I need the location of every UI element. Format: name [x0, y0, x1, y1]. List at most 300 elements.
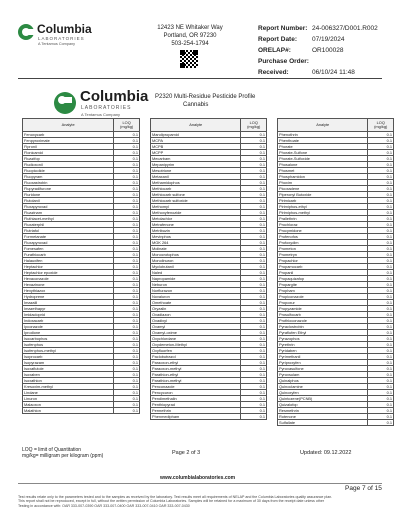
loq-value: 0.1 [368, 408, 394, 414]
loq-value: 0.1 [368, 156, 394, 162]
analyte-name: Methiocarb sulfone [151, 192, 241, 198]
loq-value: 0.1 [241, 294, 267, 300]
analyte-name: Hexazinone [23, 282, 114, 288]
analyte-name: Metribuzin [151, 228, 241, 234]
report-number-label: Report Number: [258, 25, 308, 32]
analyte-name: Hexaconazole [23, 276, 114, 282]
analyte-name: Fluopyram [23, 174, 114, 180]
loq-value: 0.1 [114, 312, 140, 318]
analyte-name: Isofenphos [23, 342, 114, 348]
analyte-name: Metaxanil [151, 174, 241, 180]
loq-header: LOQ (mg/kg) [368, 119, 394, 132]
loq-header: LOQ (mg/kg) [241, 119, 267, 132]
loq-value: 0.1 [368, 390, 394, 396]
analyte-name: Phenthoate [278, 138, 368, 144]
loq-value: 0.1 [368, 366, 394, 372]
analyte-name: Heptachlor [23, 264, 114, 270]
analyte-name: Penconazole [151, 384, 241, 390]
analyte-name: Propoxur [278, 300, 368, 306]
loq-value: 0.1 [241, 216, 267, 222]
loq-value: 0.1 [241, 252, 267, 258]
loq-header: LOQ (mg/kg) [114, 119, 140, 132]
analyte-name: Phenothrin [278, 132, 368, 138]
report-date-label: Report Date: [258, 36, 298, 43]
loq-value: 0.1 [368, 240, 394, 246]
analyte-name: Halauxifen [23, 258, 114, 264]
analyte-name: Malaoxon [23, 402, 114, 408]
analyte-name: Oxadixyl [151, 318, 241, 324]
loq-value: 0.1 [368, 360, 394, 366]
analyte-name: Prometryn [278, 252, 368, 258]
loq-value: 0.1 [368, 144, 394, 150]
footer-divider [18, 483, 382, 484]
loq-value: 0.1 [241, 312, 267, 318]
analyte-name: Isoxaben [23, 372, 114, 378]
loq-value: 0.1 [114, 270, 140, 276]
profile-subtitle: Cannabis [183, 102, 209, 108]
loq-value: 0.1 [368, 264, 394, 270]
analyte-name: Paraoxon-ethyl [151, 360, 241, 366]
analyte-name: Quintozene(PCNB) [278, 396, 368, 402]
analyte-name: Mecarbam [151, 156, 241, 162]
analyte-name: Lindane [23, 390, 114, 396]
loq-value: 0.1 [114, 210, 140, 216]
analyte-name: Isoxathion [23, 378, 114, 384]
analyte-name: Fludioxonil [23, 162, 114, 168]
loq-value: 0.1 [241, 240, 267, 246]
columbia-logo-icon [54, 92, 76, 114]
analyte-name: Prothioconazole [278, 318, 368, 324]
loq-value: 0.1 [114, 240, 140, 246]
analyte-name: Oxamyl-oxime [151, 330, 241, 336]
analyte-name: Phorate [278, 144, 368, 150]
loq-value: 0.1 [368, 252, 394, 258]
loq-value: 0.1 [368, 162, 394, 168]
analyte-name: Pyraflufen Ethyl [278, 330, 368, 336]
loq-value: 0.1 [114, 162, 140, 168]
loq-value: 0.1 [114, 252, 140, 258]
fine-print-line: This report shall not be reproduced, except in full, without the written permission of Columbia Laboratories. Samples will be retained for a maximum of 30 days from the receipt date unless other [18, 499, 325, 504]
table-row [151, 414, 267, 420]
table-row [23, 408, 140, 414]
analyte-name: Oxydemeton-Methyl [151, 342, 241, 348]
loq-value: 0.1 [114, 390, 140, 396]
analyte-name: Isoxaflutole [23, 366, 114, 372]
loq-value: 0.1 [114, 276, 140, 282]
section-brand-subtitle: LABORATORIES [81, 105, 132, 111]
analyte-name: Phorate-Sulfoxide [278, 156, 368, 162]
loq-value: 0.1 [368, 180, 394, 186]
loq-value: 0.1 [368, 294, 394, 300]
loq-value: 0.1 [241, 192, 267, 198]
analyte-name: Pencycuron [151, 390, 241, 396]
analyte-name: Pyrazophos [278, 336, 368, 342]
loq-value: 0.1 [241, 162, 267, 168]
analyte-header: Analyte [23, 119, 114, 132]
loq-value: 0.1 [114, 348, 140, 354]
header-divider [18, 78, 382, 79]
loq-value: 0.1 [114, 228, 140, 234]
orelap-row [258, 45, 398, 56]
orelap-label: ORELAP#: [258, 47, 291, 54]
analyte-name: Propiconazole [278, 294, 368, 300]
analyte-name: Fomesafen [23, 246, 114, 252]
loq-value: 0.1 [114, 330, 140, 336]
loq-value: 0.1 [241, 228, 267, 234]
loq-value: 0.1 [241, 414, 267, 420]
lab-address [150, 24, 230, 48]
loq-value: 0.1 [241, 222, 267, 228]
purchase-order-label: Purchase Order: [258, 58, 309, 65]
loq-value: 0.1 [368, 300, 394, 306]
loq-value: 0.1 [368, 270, 394, 276]
purchase-order-row [258, 56, 398, 67]
analyte-name: Hexythiazox [23, 288, 114, 294]
loq-value: 0.1 [114, 138, 140, 144]
analyte-name: Fipronil [23, 144, 114, 150]
analyte-name: Mesotrione [151, 168, 241, 174]
loq-value: 0.1 [241, 198, 267, 204]
loq-value: 0.1 [241, 246, 267, 252]
analyte-name: Iprodione [23, 330, 114, 336]
website-link[interactable]: www.columbialaboratories.com [160, 475, 236, 481]
loq-value: 0.1 [241, 360, 267, 366]
loq-value: 0.1 [114, 246, 140, 252]
analyte-name: Paclobutrazol [151, 354, 241, 360]
loq-value: 0.1 [241, 354, 267, 360]
table-header-row [23, 119, 140, 132]
analyte-name: Novaluron [151, 294, 241, 300]
analyte-name: Fluxapyroxad [23, 240, 114, 246]
loq-value: 0.1 [368, 330, 394, 336]
section-brand-tagline: A Tentamus Company [81, 112, 121, 117]
report-number-value: 24-006327/D001.R002 [312, 25, 378, 32]
analyte-name: Pyrethrin [278, 342, 368, 348]
analyte-name: Napropamide [151, 276, 241, 282]
loq-value: 0.1 [114, 372, 140, 378]
analyte-name: Propyzamide [278, 306, 368, 312]
loq-value: 0.1 [368, 402, 394, 408]
loq-value: 0.1 [241, 270, 267, 276]
loq-value: 0.1 [368, 246, 394, 252]
analyte-name: Neburon [151, 282, 241, 288]
analyte-name: Prometon [278, 246, 368, 252]
loq-value: 0.1 [368, 336, 394, 342]
loq-value: 0.1 [368, 186, 394, 192]
report-date-row [258, 34, 398, 45]
analyte-name: Pyrimethanil [278, 354, 368, 360]
analyte-name: Fluazifop [23, 156, 114, 162]
analyte-name: Isopyrazam [23, 360, 114, 366]
received-value: 06/10/24 11:48 [312, 69, 355, 76]
analyte-name: Methamidophos [151, 180, 241, 186]
loq-value: 0.1 [368, 204, 394, 210]
loq-value: 0.1 [114, 186, 140, 192]
updated-date: Updated: 09.12.2022 [300, 450, 352, 456]
loq-value: 0.1 [368, 372, 394, 378]
analyte-name: Phosalone [278, 162, 368, 168]
analyte-name: Flupyradifurone [23, 186, 114, 192]
analyte-name: Fenoxycarb [23, 132, 114, 138]
analyte-name: Fluazinam [23, 210, 114, 216]
loq-value: 0.1 [114, 132, 140, 138]
loq-value: 0.1 [368, 306, 394, 312]
analyte-name: Monolinuron [151, 258, 241, 264]
loq-value: 0.1 [241, 282, 267, 288]
analyte-name: Malathion [23, 408, 114, 414]
loq-value: 0.1 [241, 348, 267, 354]
analyte-name: Procymidone [278, 228, 368, 234]
analyte-name: Propanil [278, 270, 368, 276]
loq-value: 0.1 [241, 288, 267, 294]
analyte-name: Quinalphos [278, 378, 368, 384]
analyte-name: Isofenphos-methyl [23, 348, 114, 354]
fine-print-line: Testing in accordance with: OAR 333-007-0390 OAR 333-007-0400 OAR 333-007-0410 OAR 333-007-0430 [18, 503, 190, 508]
loq-value: 0.1 [114, 384, 140, 390]
loq-value: 0.1 [241, 132, 267, 138]
analyte-name: Propaquizafop [278, 276, 368, 282]
loq-value: 0.1 [241, 138, 267, 144]
analyte-name: Hydroprene [23, 294, 114, 300]
analyte-name: MCPB [151, 144, 241, 150]
address-line: 503-254-1794 [171, 41, 209, 47]
fine-print [18, 495, 338, 508]
analyte-name: Profoxydim [278, 240, 368, 246]
loq-value: 0.1 [114, 360, 140, 366]
loq-value: 0.1 [241, 168, 267, 174]
loq-value: 0.1 [368, 138, 394, 144]
report-number-row [258, 23, 398, 34]
analyte-name: Phosmet [278, 168, 368, 174]
analyte-name: Methiocarb [151, 186, 241, 192]
loq-value: 0.1 [368, 282, 394, 288]
analyte-name: Isoprocarb [23, 354, 114, 360]
analyte-name: Methomyl [151, 204, 241, 210]
analyte-name: MCPP [151, 150, 241, 156]
loq-value: 0.1 [241, 342, 267, 348]
loq-value: 0.1 [241, 204, 267, 210]
loq-value: 0.1 [241, 366, 267, 372]
received-row [258, 67, 398, 78]
loq-value: 0.1 [114, 264, 140, 270]
analyte-name: Pirimicarb [278, 198, 368, 204]
columbia-logo-icon [18, 24, 34, 40]
analyte-name: Heptachlor epoxide [23, 270, 114, 276]
analyte-name: Parathion-ethyl [151, 372, 241, 378]
loq-value: 0.1 [241, 300, 267, 306]
analyte-name: Furathiocarb [23, 252, 114, 258]
analyte-name: Imazalil [23, 300, 114, 306]
analyte-name: Indoxacarb [23, 318, 114, 324]
analyte-name: Ipconazole [23, 324, 114, 330]
analyte-name: Isocarbophos [23, 336, 114, 342]
analyte-name: Phoxim [278, 180, 368, 186]
analyte-name: Propargite [278, 282, 368, 288]
loq-value: 0.1 [241, 390, 267, 396]
analyte-name: Paraoxon-methyl [151, 366, 241, 372]
loq-value: 0.1 [368, 150, 394, 156]
analyte-name: Metolachlor [151, 216, 241, 222]
loq-value: 0.1 [114, 180, 140, 186]
loq-value: 0.1 [241, 408, 267, 414]
address-line: Portland, OR 97230 [163, 33, 217, 39]
loq-value: 0.1 [368, 258, 394, 264]
analyte-name: Oxyfluorfen [151, 348, 241, 354]
received-label: Received: [258, 69, 289, 76]
analyte-name: Oxamyl [151, 324, 241, 330]
loq-value: 0.1 [368, 420, 394, 426]
analyte-name: Monocrotophos [151, 252, 241, 258]
report-info [258, 23, 398, 78]
analyte-name: Oxychlordane [151, 336, 241, 342]
analyte-table-3 [277, 118, 394, 426]
analyte-name: Quinoxyfen [278, 390, 368, 396]
analyte-name: Norflurazon [151, 288, 241, 294]
page-total: Page 7 of 15 [345, 485, 382, 492]
analyte-name: Sulfallate [278, 420, 368, 426]
analyte-name: Molinate [151, 246, 241, 252]
profile-title: P2320 Multi-Residue Pesticide Profile [155, 94, 256, 100]
analyte-name: Formetanate [23, 234, 114, 240]
loq-value: 0.1 [241, 324, 267, 330]
loq-value: 0.1 [241, 336, 267, 342]
analyte-table-1 [22, 118, 140, 414]
loq-value: 0.1 [114, 216, 140, 222]
table-header-row [278, 119, 394, 132]
analyte-name: Imazethapyr [23, 306, 114, 312]
analyte-name: Methiocarb sulfoxide [151, 198, 241, 204]
loq-value: 0.1 [368, 192, 394, 198]
analyte-name: Resmethrin [278, 408, 368, 414]
analyte-table-2 [150, 118, 267, 420]
report-date-value: 07/19/2024 [312, 36, 345, 43]
loq-value: 0.1 [241, 150, 267, 156]
fine-print-line: Test results relate only to the parameters tested and to the samples as received by the laboratory. Test results meet all requirements of NELAP and the Columbia Laboratories quality assurance plan. [18, 495, 333, 499]
loq-value: 0.1 [114, 378, 140, 384]
analyte-name: Propham [278, 288, 368, 294]
analyte-name: Quizalofop [278, 402, 368, 408]
loq-value: 0.1 [368, 312, 394, 318]
loq-value: 0.1 [241, 396, 267, 402]
analyte-name: Profenofos [278, 234, 368, 240]
analyte-name: Fluthiacet-methyl [23, 216, 114, 222]
analyte-name: Oryzalin [151, 306, 241, 312]
loq-value: 0.1 [368, 174, 394, 180]
loq-value: 0.1 [114, 366, 140, 372]
analyte-name: Piperonyl Butoxide [278, 192, 368, 198]
analyte-name: Pirimiphos-methyl [278, 210, 368, 216]
loq-value: 0.1 [241, 318, 267, 324]
analyte-name: Pyraclostrobin [278, 324, 368, 330]
loq-value: 0.1 [114, 408, 140, 414]
analyte-name: Fluridone [23, 192, 114, 198]
analyte-name: Fluxapyroxad [23, 204, 114, 210]
analyte-name: Flutolanil [23, 198, 114, 204]
loq-value: 0.1 [368, 318, 394, 324]
analyte-name: Propamocarb [278, 264, 368, 270]
loq-value: 0.1 [241, 180, 267, 186]
analyte-name: Fluoxastrobin [23, 180, 114, 186]
loq-value: 0.1 [241, 234, 267, 240]
analyte-name: Mandipropamid [151, 132, 241, 138]
loq-value: 0.1 [241, 144, 267, 150]
orelap-value: OR100028 [312, 47, 344, 54]
loq-value: 0.1 [114, 168, 140, 174]
loq-value: 0.1 [114, 150, 140, 156]
loq-value: 0.1 [368, 396, 394, 402]
analyte-name: Pyroxasulfone [278, 366, 368, 372]
loq-value: 0.1 [241, 156, 267, 162]
loq-value: 0.1 [241, 210, 267, 216]
analyte-name: Propachlor [278, 258, 368, 264]
loq-value: 0.1 [114, 396, 140, 402]
analyte-name: Pyroxsulam [278, 372, 368, 378]
analyte-name: Prallethrin [278, 216, 368, 222]
analyte-name: Mevinphos [151, 234, 241, 240]
loq-value: 0.1 [368, 348, 394, 354]
loq-value: 0.1 [241, 276, 267, 282]
brand-subtitle: LABORATORIES [38, 36, 85, 41]
loq-value: 0.1 [368, 198, 394, 204]
analyte-name: Linuron [23, 396, 114, 402]
loq-value: 0.1 [114, 282, 140, 288]
analyte-name: Metrafenone [151, 222, 241, 228]
analyte-name: Pendimethalin [151, 396, 241, 402]
loq-value: 0.1 [368, 132, 394, 138]
analyte-name: Imidacloprid [23, 312, 114, 318]
loq-value: 0.1 [241, 402, 267, 408]
loq-value: 0.1 [114, 258, 140, 264]
loq-value: 0.1 [114, 294, 140, 300]
table-row [278, 420, 394, 426]
loq-value: 0.1 [368, 234, 394, 240]
loq-value: 0.1 [114, 324, 140, 330]
units-note: mg/kg= milligram per kilogram (ppm) [22, 453, 104, 459]
address-line: 12423 NE Whitaker Way [157, 25, 223, 31]
analyte-name: Quinoclamine [278, 384, 368, 390]
analyte-name: Rotenone [278, 414, 368, 420]
loq-value: 0.1 [368, 342, 394, 348]
analyte-name: Penthiopyrad [151, 402, 241, 408]
loq-value: 0.1 [241, 384, 267, 390]
analyte-header: Analyte [151, 119, 241, 132]
loq-value: 0.1 [114, 222, 140, 228]
loq-value: 0.1 [114, 336, 140, 342]
analyte-name: Permethrin [151, 408, 241, 414]
analyte-name: Methoxyfenozide [151, 210, 241, 216]
analyte-name: Oxadiazon [151, 312, 241, 318]
loq-value: 0.1 [114, 354, 140, 360]
analyte-name: Myclobutanil [151, 264, 241, 270]
loq-value: 0.1 [241, 186, 267, 192]
analyte-name: Phorate-Sulfone [278, 150, 368, 156]
analyte-name: Parathion-methyl [151, 378, 241, 384]
loq-value: 0.1 [114, 144, 140, 150]
brand-name: Columbia [37, 22, 92, 36]
loq-value: 0.1 [368, 384, 394, 390]
loq-value: 0.1 [368, 354, 394, 360]
loq-value: 0.1 [114, 402, 140, 408]
loq-value: 0.1 [114, 204, 140, 210]
loq-value: 0.1 [114, 300, 140, 306]
loq-value: 0.1 [114, 288, 140, 294]
loq-value: 0.1 [368, 168, 394, 174]
loq-value: 0.1 [368, 216, 394, 222]
loq-value: 0.1 [241, 378, 267, 384]
analyte-name: Phenmedipham [151, 414, 241, 420]
section-brand-name: Columbia [80, 88, 149, 105]
loq-value: 0.1 [114, 306, 140, 312]
